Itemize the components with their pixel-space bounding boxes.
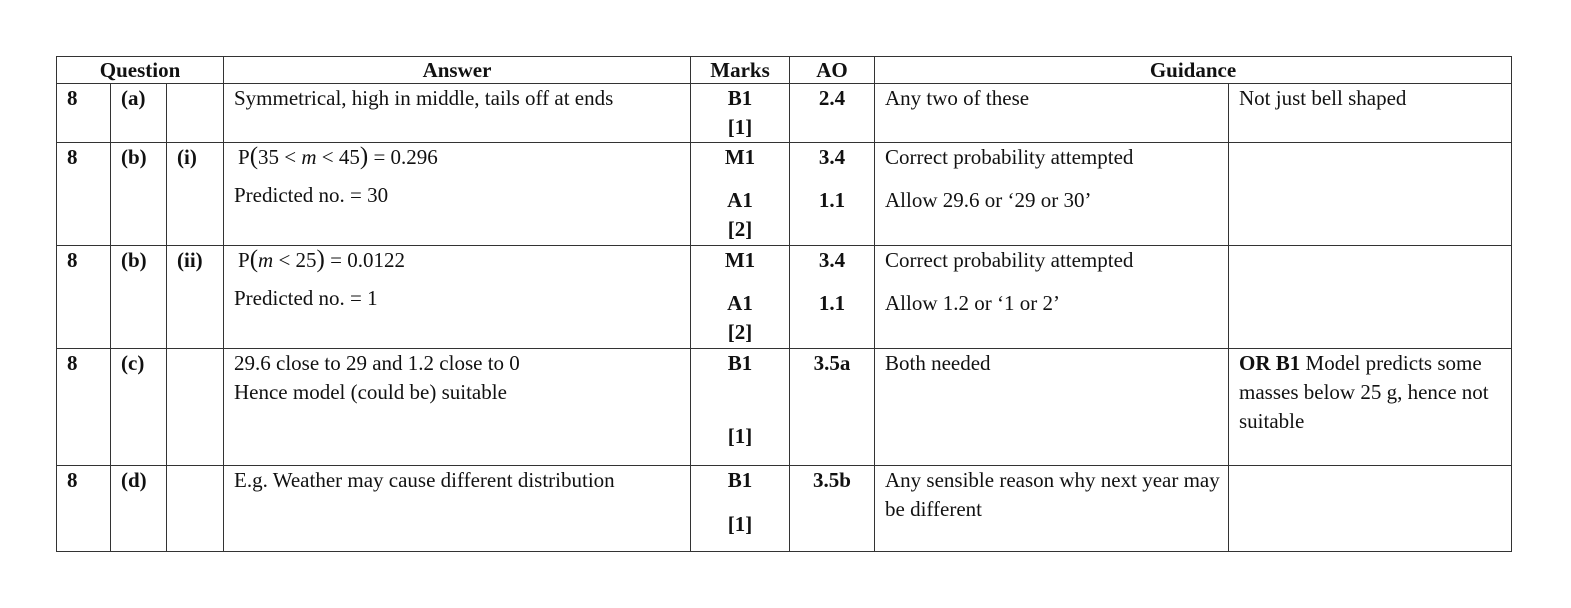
- header-answer: Answer: [224, 57, 691, 84]
- mark-total: [2]: [727, 217, 753, 241]
- question-subpart: [167, 84, 224, 143]
- answer-cell: [224, 349, 691, 466]
- header-guidance: Guidance: [875, 57, 1512, 84]
- formula-prefix: P: [238, 248, 250, 272]
- formula-inner-a: 35 <: [258, 145, 302, 169]
- question-part: (c): [111, 349, 167, 466]
- marks-cell: [691, 84, 790, 143]
- guidance-note-cell: [1229, 143, 1512, 246]
- question-number: 8: [57, 246, 111, 349]
- table-row: [57, 466, 1512, 552]
- guidance-cell: [875, 246, 1229, 349]
- mark-total: [1]: [727, 424, 753, 448]
- formula-inner-b: < 45: [316, 145, 360, 169]
- guidance-text: Allow 1.2 or ‘1 or 2’: [885, 291, 1060, 315]
- ao-code: 3.5a: [813, 351, 851, 375]
- table-row: [57, 143, 1512, 246]
- answer-line-2: Predicted no. = 30: [234, 183, 389, 207]
- mark-total: [1]: [727, 512, 753, 536]
- ao-code: 1.1: [818, 291, 846, 315]
- question-part: (b): [111, 246, 167, 349]
- mark-code: M1: [724, 145, 756, 169]
- marks-cell: [691, 143, 790, 246]
- table-row: [57, 349, 1512, 466]
- ao-code: 3.5b: [813, 468, 851, 492]
- answer-line-2: Predicted no. = 1: [234, 286, 378, 310]
- guidance-text: Allow 29.6 or ‘29 or 30’: [885, 188, 1092, 212]
- formula-suffix: = 0.296: [368, 145, 438, 169]
- marks-cell: [691, 466, 790, 552]
- guidance-note-bold: OR B1: [1239, 351, 1301, 375]
- open-paren: (: [249, 246, 259, 273]
- mark-total: [1]: [727, 115, 753, 139]
- guidance-note-cell: [1229, 246, 1512, 349]
- formula-inner-b: < 25: [273, 248, 317, 272]
- table-row: [57, 246, 1512, 349]
- ao-code: 2.4: [818, 86, 846, 110]
- mark-code: B1: [727, 351, 753, 375]
- question-number: 8: [57, 466, 111, 552]
- guidance-cell: [875, 143, 1229, 246]
- guidance-text: Both needed: [885, 351, 991, 375]
- header-ao: AO: [790, 57, 875, 84]
- header-row: [57, 57, 1512, 84]
- close-paren: ): [359, 143, 369, 170]
- answer-formula: [234, 143, 690, 172]
- guidance-text: Any sensible reason why next year may be different: [885, 468, 1220, 521]
- formula-suffix: = 0.0122: [324, 248, 405, 272]
- ao-cell: [790, 246, 875, 349]
- guidance-note-cell: [1229, 84, 1512, 143]
- table-row: [57, 84, 1512, 143]
- question-part: (a): [111, 84, 167, 143]
- guidance-text: Correct probability attempted: [885, 248, 1134, 272]
- question-part: (b): [111, 143, 167, 246]
- answer-line-2: Hence model (could be) suitable: [234, 380, 507, 404]
- question-subpart: (ii): [167, 246, 224, 349]
- answer-formula: [234, 246, 690, 275]
- marks-cell: [691, 246, 790, 349]
- question-number: 8: [57, 349, 111, 466]
- guidance-note-cell: [1229, 349, 1512, 466]
- question-subpart: (i): [167, 143, 224, 246]
- mark-code: A1: [727, 188, 753, 212]
- answer-cell: [224, 84, 691, 143]
- guidance-text: Any two of these: [885, 86, 1030, 110]
- question-number: 8: [57, 143, 111, 246]
- guidance-cell: [875, 349, 1229, 466]
- answer-cell: [224, 466, 691, 552]
- close-paren: ): [316, 246, 325, 273]
- ao-code: 3.4: [818, 145, 846, 169]
- ao-code: 1.1: [818, 188, 846, 212]
- header-question: Question: [57, 57, 224, 84]
- mark-code: B1: [727, 86, 753, 110]
- mark-code: M1: [724, 248, 756, 272]
- ao-cell: [790, 349, 875, 466]
- answer-text: E.g. Weather may cause different distribution: [234, 468, 615, 492]
- question-subpart: [167, 466, 224, 552]
- guidance-note-cell: [1229, 466, 1512, 552]
- ao-code: 3.4: [818, 248, 846, 272]
- ao-cell: [790, 143, 875, 246]
- answer-cell: [224, 246, 691, 349]
- guidance-text: Correct probability attempted: [885, 145, 1134, 169]
- answer-text: Symmetrical, high in middle, tails off at ends: [234, 86, 614, 110]
- formula-var: m: [258, 248, 274, 272]
- guidance-note: Model predicts some masses below 25 g, hence not suitable: [1239, 351, 1489, 433]
- question-subpart: [167, 349, 224, 466]
- mark-total: [2]: [727, 320, 753, 344]
- header-marks: Marks: [691, 57, 790, 84]
- formula-prefix: P: [238, 145, 250, 169]
- formula-var: m: [301, 145, 317, 169]
- mark-code: A1: [727, 291, 753, 315]
- answer-cell: [224, 143, 691, 246]
- mark-code: B1: [727, 468, 753, 492]
- marks-cell: [691, 349, 790, 466]
- guidance-cell: [875, 84, 1229, 143]
- guidance-note: Not just bell shaped: [1239, 86, 1407, 110]
- open-paren: (: [249, 143, 259, 170]
- ao-cell: [790, 466, 875, 552]
- mark-scheme-table: [56, 56, 1512, 552]
- guidance-cell: [875, 466, 1229, 552]
- answer-line-1: 29.6 close to 29 and 1.2 close to 0: [234, 351, 520, 375]
- question-number: 8: [57, 84, 111, 143]
- ao-cell: [790, 84, 875, 143]
- question-part: (d): [111, 466, 167, 552]
